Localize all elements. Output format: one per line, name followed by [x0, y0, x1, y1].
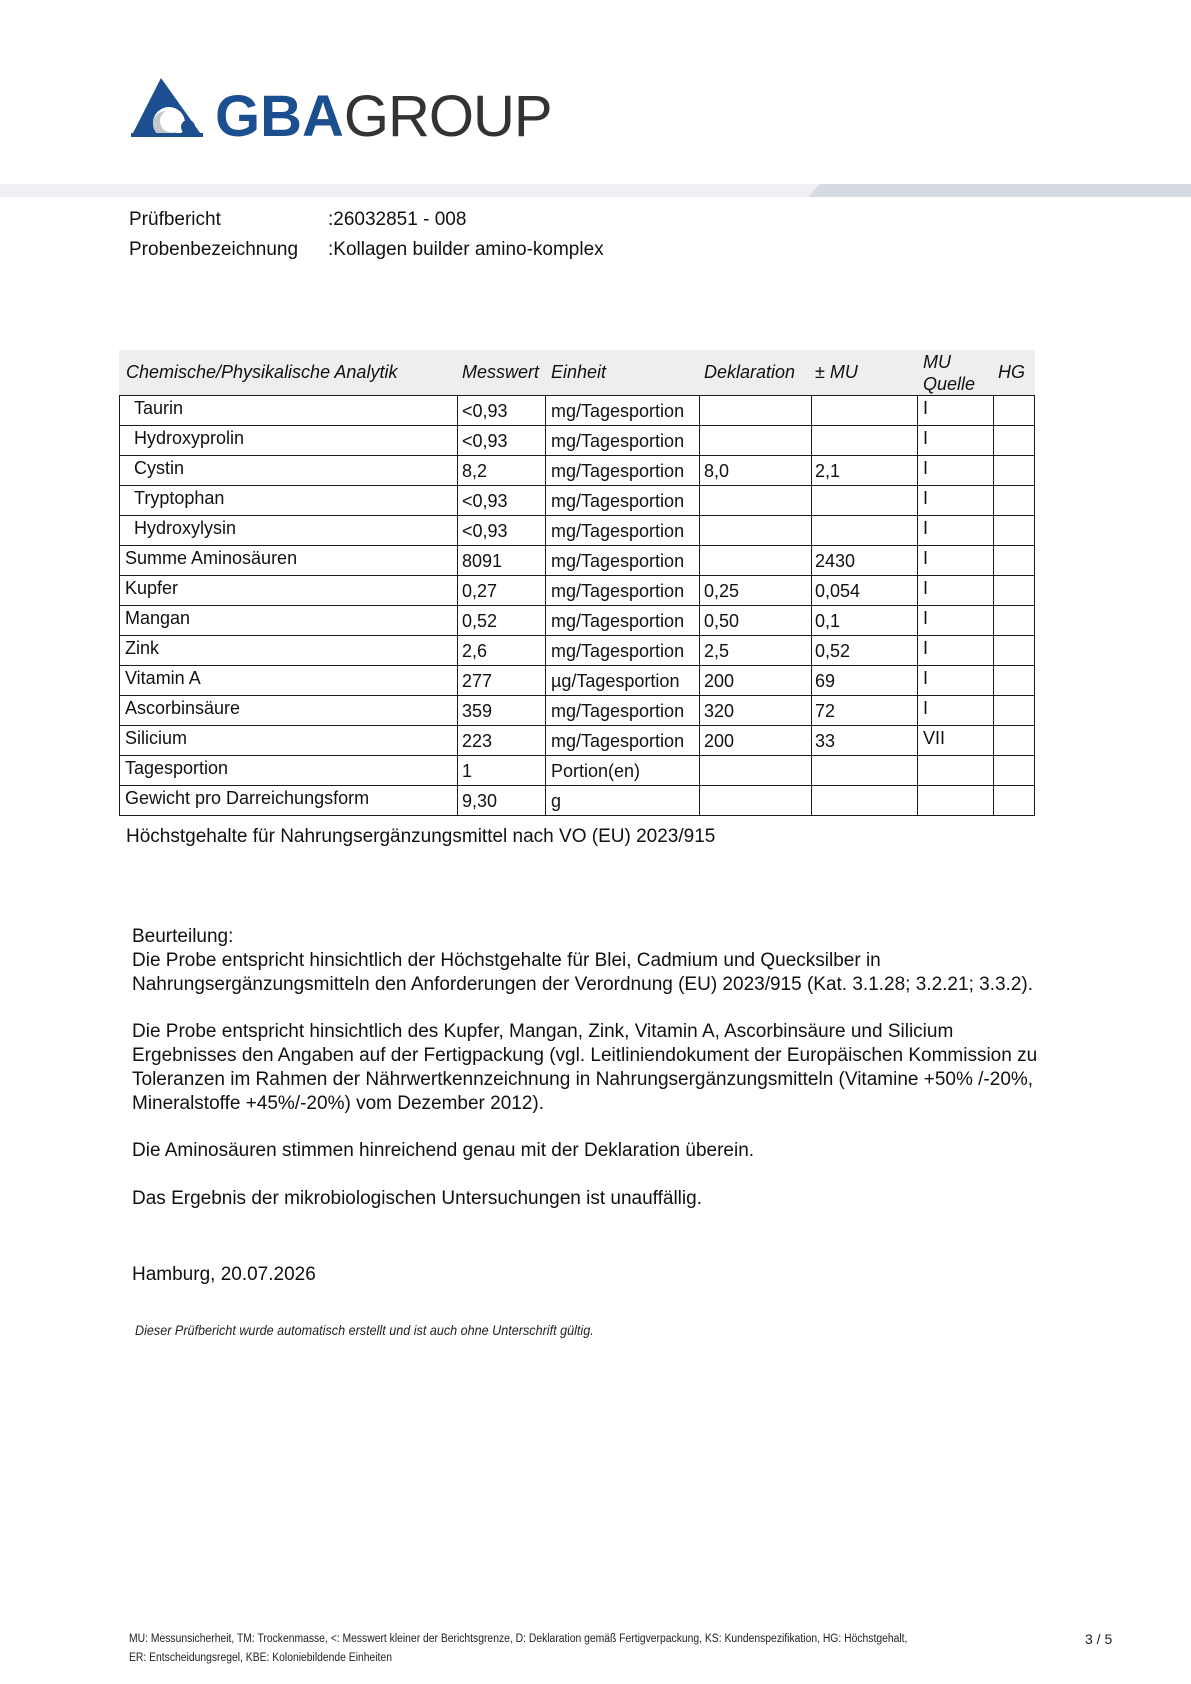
page-number: 3 / 5	[1085, 1631, 1113, 1647]
analyte-name: Hydroxyprolin	[119, 426, 458, 456]
column-header-mu: ± MU	[815, 362, 858, 382]
analyte-name: Vitamin A	[119, 666, 458, 696]
assessment-paragraph	[132, 1020, 1172, 1115]
unit: mg/Tagesportion	[546, 606, 700, 636]
max-level	[994, 516, 1035, 546]
column-header-mu-source	[918, 350, 994, 395]
max-level	[994, 666, 1035, 696]
measurement-uncertainty	[812, 486, 918, 516]
measurement-uncertainty: 0,054	[812, 576, 918, 606]
sample-name-value: :Kollagen builder amino-komplex	[328, 239, 604, 260]
declaration-value: 200	[700, 666, 812, 696]
table-row	[119, 786, 1035, 816]
table-row	[119, 516, 1035, 546]
max-level	[994, 726, 1035, 756]
mu-source: I	[918, 636, 994, 666]
column-header-unit: Einheit	[551, 362, 607, 382]
measured-value: <0,93	[458, 396, 546, 426]
analyte-name: Cystin	[119, 456, 458, 486]
measurement-uncertainty	[812, 756, 918, 786]
column-header-analysis: Chemische/Physikalische Analytik	[126, 362, 398, 382]
assessment-line: Die Probe entspricht hinsichtlich des Kupfer, Mangan, Zink, Vitamin A, Ascorbinsäure und Silicium	[132, 1021, 954, 1043]
max-level	[994, 576, 1035, 606]
unit: g	[546, 786, 700, 816]
mu-source: I	[918, 456, 994, 486]
mu-source: I	[918, 666, 994, 696]
unit: mg/Tagesportion	[546, 576, 700, 606]
column-header-declaration: Deklaration	[704, 362, 796, 382]
assessment-line: Nahrungsergänzungsmitteln den Anforderungen der Verordnung (EU) 2023/915 (Kat. 3.1.28; 3.2.21; 3.3.2).	[132, 973, 1033, 995]
declaration-value: 0,50	[700, 606, 812, 636]
declaration-value	[700, 396, 812, 426]
mu-source	[918, 756, 994, 786]
declaration-value: 200	[700, 726, 812, 756]
column-header-value: Messwert	[462, 362, 540, 382]
mu-source: I	[918, 516, 994, 546]
mu-source: I	[918, 486, 994, 516]
table-row	[119, 636, 1035, 666]
analyte-name: Taurin	[119, 396, 458, 426]
sample-name-row	[0, 237, 1191, 263]
place-and-date: Hamburg, 20.07.2026	[132, 1264, 316, 1285]
measurement-uncertainty	[812, 426, 918, 456]
mu-source: I	[918, 396, 994, 426]
analyte-name: Silicium	[119, 726, 458, 756]
measured-value: 1	[458, 756, 546, 786]
table-row	[119, 576, 1035, 606]
logo-text-gba: GBA	[215, 84, 344, 149]
table-row	[119, 396, 1035, 426]
assessment-heading: Beurteilung:	[132, 926, 234, 947]
declaration-value	[700, 516, 812, 546]
mu-source: I	[918, 606, 994, 636]
footer-legend-line: ER: Entscheidungsregel, KBE: Koloniebildende Einheiten	[129, 1652, 392, 1664]
assessment-line: Die Aminosäuren stimmen hinreichend genau mit der Deklaration überein.	[132, 1140, 755, 1162]
measurement-uncertainty: 2430	[812, 546, 918, 576]
measurement-uncertainty: 2,1	[812, 456, 918, 486]
logo-wordmark	[215, 84, 552, 149]
analyte-name: Tagesportion	[119, 756, 458, 786]
analyte-name: Tryptophan	[119, 486, 458, 516]
table-row	[119, 726, 1035, 756]
measurement-uncertainty	[812, 396, 918, 426]
column-header-mu-source-line1: MU	[923, 351, 951, 372]
measured-value: 359	[458, 696, 546, 726]
measured-value: 0,27	[458, 576, 546, 606]
max-level	[994, 396, 1035, 426]
limits-note: Höchstgehalte für Nahrungsergänzungsmittel nach VO (EU) 2023/915	[126, 826, 716, 847]
max-level	[994, 456, 1035, 486]
measurement-uncertainty	[812, 786, 918, 816]
measured-value: 8,2	[458, 456, 546, 486]
footer-legend-line: MU: Messunsicherheit, TM: Trockenmasse, <: Messwert kleiner der Berichtsgrenze, D: Deklaration gemäß Fertigverpackung, KS: Kundenspezifikation, HG: Höchstgehalt,	[129, 1633, 908, 1645]
unit: µg/Tagesportion	[546, 666, 700, 696]
unit: Portion(en)	[546, 756, 700, 786]
mu-source: I	[918, 426, 994, 456]
declaration-value	[700, 426, 812, 456]
unit: mg/Tagesportion	[546, 396, 700, 426]
declaration-value: 0,25	[700, 576, 812, 606]
measured-value: 223	[458, 726, 546, 756]
automatic-report-note: Dieser Prüfbericht wurde automatisch erstellt und ist auch ohne Unterschrift gültig.	[135, 1322, 594, 1338]
analyte-name: Mangan	[119, 606, 458, 636]
declaration-value: 8,0	[700, 456, 812, 486]
assessment-line: Mineralstoffe +45%/-20%) vom Dezember 2012).	[132, 1092, 545, 1114]
measurement-uncertainty: 72	[812, 696, 918, 726]
assessment-paragraph	[132, 949, 1172, 997]
analyte-name: Kupfer	[119, 576, 458, 606]
table-header	[119, 350, 1035, 395]
measured-value: 8091	[458, 546, 546, 576]
table-body	[119, 395, 1035, 816]
max-level	[994, 486, 1035, 516]
unit: mg/Tagesportion	[546, 486, 700, 516]
assessment-section	[132, 925, 1172, 1211]
unit: mg/Tagesportion	[546, 426, 700, 456]
max-level	[994, 636, 1035, 666]
measurement-uncertainty: 0,1	[812, 606, 918, 636]
assessment-line: Toleranzen im Rahmen der Nährwertkennzeichnung in Nahrungsergänzungsmitteln (Vitamine +50% /-20%,	[132, 1068, 1034, 1090]
report-number-row	[0, 207, 1191, 233]
results-table	[119, 350, 1035, 816]
assessment-paragraph	[132, 1187, 1172, 1211]
table-row	[119, 696, 1035, 726]
declaration-value	[700, 486, 812, 516]
column-header-mu-source-line2: Quelle	[923, 373, 976, 394]
mu-source: VII	[918, 726, 994, 756]
unit: mg/Tagesportion	[546, 726, 700, 756]
analyte-name: Gewicht pro Darreichungsform	[119, 786, 458, 816]
footer-legend	[129, 1630, 907, 1668]
mu-source	[918, 786, 994, 816]
analyte-name: Ascorbinsäure	[119, 696, 458, 726]
logo-mark-icon	[131, 78, 203, 138]
mu-source: I	[918, 546, 994, 576]
measured-value: 277	[458, 666, 546, 696]
assessment-line: Ergebnisses den Angaben auf der Fertigpackung (vgl. Leitliniendokument der Europäischen Kommission zu	[132, 1044, 1038, 1066]
measurement-uncertainty: 69	[812, 666, 918, 696]
unit: mg/Tagesportion	[546, 456, 700, 486]
measurement-uncertainty	[812, 516, 918, 546]
assessment-line: Die Probe entspricht hinsichtlich der Höchstgehalte für Blei, Cadmium und Quecksilber in	[132, 949, 881, 971]
table-row	[119, 756, 1035, 786]
max-level	[994, 426, 1035, 456]
measured-value: 0,52	[458, 606, 546, 636]
report-number-label: Prüfbericht	[129, 209, 221, 230]
table-row	[119, 486, 1035, 516]
report-number-value: :26032851 - 008	[328, 209, 467, 230]
table-row	[119, 426, 1035, 456]
assessment-line: Das Ergebnis der mikrobiologischen Untersuchungen ist unauffällig.	[132, 1187, 702, 1209]
table-row	[119, 606, 1035, 636]
analyte-name: Summe Aminosäuren	[119, 546, 458, 576]
unit: mg/Tagesportion	[546, 636, 700, 666]
mu-source: I	[918, 696, 994, 726]
declaration-value: 320	[700, 696, 812, 726]
table-row	[119, 546, 1035, 576]
declaration-value: 2,5	[700, 636, 812, 666]
max-level	[994, 756, 1035, 786]
measured-value: <0,93	[458, 516, 546, 546]
measurement-uncertainty: 33	[812, 726, 918, 756]
declaration-value	[700, 786, 812, 816]
measurement-uncertainty: 0,52	[812, 636, 918, 666]
unit: mg/Tagesportion	[546, 516, 700, 546]
declaration-value	[700, 546, 812, 576]
sample-name-label: Probenbezeichnung	[129, 239, 299, 260]
mu-source: I	[918, 576, 994, 606]
assessment-paragraph	[132, 1139, 1172, 1163]
analyte-name: Hydroxylysin	[119, 516, 458, 546]
header-band	[0, 184, 1191, 197]
max-level	[994, 786, 1035, 816]
measured-value: 2,6	[458, 636, 546, 666]
table-row	[119, 666, 1035, 696]
unit: mg/Tagesportion	[546, 696, 700, 726]
max-level	[994, 606, 1035, 636]
table-row	[119, 456, 1035, 486]
column-header-hg: HG	[998, 362, 1025, 382]
declaration-value	[700, 756, 812, 786]
logo-text-group: GROUP	[343, 84, 552, 149]
max-level	[994, 546, 1035, 576]
max-level	[994, 696, 1035, 726]
measured-value: <0,93	[458, 426, 546, 456]
measured-value: <0,93	[458, 486, 546, 516]
unit: mg/Tagesportion	[546, 546, 700, 576]
measured-value: 9,30	[458, 786, 546, 816]
analyte-name: Zink	[119, 636, 458, 666]
